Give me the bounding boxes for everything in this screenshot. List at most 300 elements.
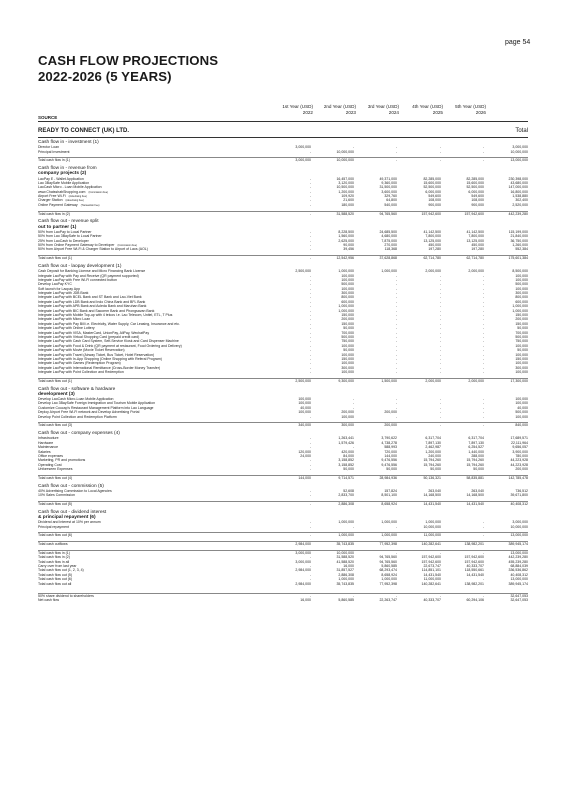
year-value-cell: - <box>482 343 484 348</box>
row-label: Integrate LaoPay with BIC Bank and Sacomm Bank and Phongsavan Bank <box>38 308 155 313</box>
row-label: Total cash flow out (5) <box>38 572 73 577</box>
year-value-cell: 50,000 <box>343 326 354 331</box>
row-label: Charger Station (Advertising Fee) <box>38 198 84 203</box>
year-value-cell: 9,476,556 <box>381 462 397 467</box>
row-label: LaoCash Micro - Loan Mobile Application <box>38 185 102 190</box>
row-label: Integrate LaoPay with LDB Bank and Indo China Bank and BFL Bank <box>38 299 146 304</box>
year-header-label: 1st Year (USD) <box>282 104 313 109</box>
year-value-cell: 6,317,704 <box>468 436 484 441</box>
year-value-cell: 200,000 <box>384 423 397 428</box>
row-label: Integrate LaoPay with Virtual Shopping Card (prepaid credit card) <box>38 334 140 339</box>
row-total-cell: 100,000 <box>515 286 528 291</box>
year-value-cell: - <box>439 330 441 335</box>
year-value-cell: - <box>482 321 484 326</box>
year-value-cell: 300,000 <box>341 423 354 428</box>
row-total-cell: 13,000,000 <box>510 550 528 555</box>
row-label: Cash flow out - commission (5) <box>38 483 104 489</box>
year-value-cell: - <box>309 488 311 493</box>
year-value-cell: - <box>309 502 311 506</box>
row-label: Cash flow in - investment (1) <box>38 140 99 145</box>
year-value-cell: - <box>309 277 311 282</box>
row-label: Dividend and Interest at 10% per annum <box>38 520 101 525</box>
year-value-cell: - <box>309 533 311 538</box>
year-value-cell: - <box>352 524 354 529</box>
year-value-cell: - <box>482 520 484 525</box>
year-value-cell: 50,000 <box>343 467 354 472</box>
year-value-cell: 549,600 <box>428 194 441 199</box>
year-value-cell: 14,168,500 <box>423 493 441 498</box>
row-total-cell: 3,000,000 <box>512 145 528 150</box>
year-value-cell: 2,500,000 <box>295 378 311 383</box>
year-value-cell: 14,431,540 <box>466 572 484 577</box>
row-label: Integrate LaoPay with BCEL Bank and ST Bank and Lao-Viet Bank <box>38 295 142 300</box>
year-value-cell: - <box>439 550 441 555</box>
row-total-cell: 43,680,000 <box>510 180 528 185</box>
row-total-cell: 44,223,928 <box>510 462 528 467</box>
year-value-cell: - <box>482 401 484 406</box>
year-value-cell: - <box>439 361 441 366</box>
row-label: Total cash flow out (6) <box>38 577 73 582</box>
year-value-cell: - <box>309 242 311 247</box>
row-total-cell: 17,300,000 <box>510 378 528 383</box>
row-label: Unforeseen Expenses <box>38 467 73 472</box>
row-total-cell: 50,000 <box>517 348 528 353</box>
row-total-cell: 150,000 <box>515 321 528 326</box>
year-value-cell: 150,000 <box>341 313 354 318</box>
year-value-cell: - <box>395 352 397 357</box>
year-value-cell: - <box>439 410 441 415</box>
row-total-cell: 100,000 <box>515 397 528 402</box>
row-note: (Advertising Fee) <box>65 199 84 203</box>
year-value-cell: - <box>352 445 354 450</box>
year-value-cell: - <box>482 348 484 353</box>
year-value-cell: - <box>439 321 441 326</box>
cashflow-table <box>38 140 528 603</box>
year-value-cell: 50,000 <box>343 348 354 353</box>
row-label: Total cash flow out (3) <box>38 423 73 428</box>
year-value-cell: - <box>482 304 484 309</box>
row-label: & principal repayment (6) <box>38 514 96 520</box>
year-value-cell: 6,254,527 <box>468 445 484 450</box>
row-total-cell: 200,000 <box>515 317 528 322</box>
year-value-cell: 2,984,000 <box>295 568 311 573</box>
year-value-cell: 41,142,500 <box>466 229 484 234</box>
year-header-label: 3rd Year (USD) <box>367 104 399 109</box>
year-value-cell: - <box>395 550 397 555</box>
year-value-cell: - <box>482 330 484 335</box>
year-value-cell: 450,000 <box>471 242 484 247</box>
company-name: READY TO CONNECT (UK) LTD. <box>38 128 129 134</box>
year-value-cell: 3,000,000 <box>295 559 311 564</box>
year-value-cell: - <box>439 423 441 428</box>
year-value-cell: - <box>395 343 397 348</box>
year-value-cell: 420,000 <box>341 449 354 454</box>
year-value-cell: 100,000 <box>341 370 354 375</box>
year-header <box>436 104 486 116</box>
year-value-cell: - <box>482 524 484 529</box>
year-value-cell: 1,000,000 <box>381 533 397 538</box>
year-value-cell: 12,542,956 <box>336 256 354 261</box>
row-total-cell: 840,000 <box>515 423 528 428</box>
row-label: Airport Free Wi-Fi (Advertising Fee) <box>38 194 87 199</box>
year-value-cell: 100,000 <box>298 401 311 406</box>
title-line-1: CASH FLOW PROJECTIONS <box>38 53 219 68</box>
row-label: Integrate LaoPay with International Remittance (Cross-Border Money Transfer) <box>38 365 161 370</box>
year-value-cell: - <box>439 401 441 406</box>
year-header-year: 2022 <box>302 110 313 115</box>
year-value-cell: 10,500,000 <box>336 185 354 190</box>
year-value-cell: 50,000 <box>430 467 441 472</box>
year-value-cell: 77,952,398 <box>379 542 397 547</box>
year-value-cell: 118,550,661 <box>464 568 484 573</box>
row-label: Integrate LaoPay with Free Wi-Fi connected button <box>38 277 117 282</box>
year-value-cell: - <box>309 198 311 203</box>
year-value-cell: 1,000,000 <box>338 520 354 525</box>
row-label: 10% Sales Commission <box>38 493 75 498</box>
year-value-cell: - <box>309 458 311 463</box>
year-value-cell: - <box>395 361 397 366</box>
year-value-cell: 62,714,780 <box>466 256 484 261</box>
year-header <box>349 104 399 116</box>
year-value-cell: 300,000 <box>341 365 354 370</box>
row-label: Hardware <box>38 440 54 445</box>
row-total-cell: 9,656,057 <box>512 445 528 450</box>
year-value-cell: - <box>439 273 441 278</box>
year-value-cell: - <box>395 282 397 287</box>
row-label: Lao 3BaySafe Mobile Application <box>38 180 90 185</box>
year-value-cell: 52,500,000 <box>466 185 484 190</box>
year-value-cell: - <box>482 317 484 322</box>
year-value-cell: 200,000 <box>384 410 397 415</box>
year-value-cell: 8,228,500 <box>338 229 354 234</box>
row-total-cell: 36,750,000 <box>510 238 528 243</box>
year-value-cell: - <box>309 356 311 361</box>
row-total-cell: 300,000 <box>515 365 528 370</box>
row-label: company projects (2) <box>38 171 87 177</box>
year-value-cell: - <box>482 149 484 154</box>
year-value-cell: - <box>395 291 397 296</box>
year-value-cell: - <box>395 348 397 353</box>
row-label: Integrate LaoPay with APB Bank and Acleda Bank and Maruhan Bank <box>38 304 147 309</box>
row-label: Total cash flow out (6) <box>38 533 73 538</box>
year-value-cell: - <box>309 317 311 322</box>
year-value-cell: 14,431,540 <box>423 572 441 577</box>
year-value-cell: 90,000 <box>343 242 354 247</box>
row-label: Total cash flow out (1, 2, 3, 4) <box>38 568 84 573</box>
year-value-cell: - <box>439 343 441 348</box>
year-value-cell: 1,500,000 <box>381 378 397 383</box>
row-label: Integrate LaoPay with Travel (Airway Ticket, Bus Ticket, Hotel Reservation) <box>38 352 155 357</box>
year-value-cell: - <box>309 577 311 582</box>
year-value-cell: - <box>309 334 311 339</box>
year-value-cell: 100,000 <box>298 410 311 415</box>
year-value-cell: 3,120,000 <box>338 180 354 185</box>
year-value-cell: - <box>309 467 311 472</box>
row-label: Total cash flow in (2) <box>38 555 70 560</box>
row-label: Cash flow out - dividend interest <box>38 509 107 515</box>
row-label: Cash flow out - software & hardware <box>38 386 116 392</box>
year-value-cell: - <box>395 524 397 529</box>
row-total-cell: 142,785,478 <box>508 475 528 480</box>
row-total-cell: 736,512 <box>515 488 528 493</box>
year-value-cell: - <box>309 189 311 194</box>
year-value-cell: 13,125,000 <box>466 238 484 243</box>
row-total-cell: 500,000 <box>515 334 528 339</box>
row-note: (Transaction Fee) <box>80 203 100 207</box>
row-total-cell: 552,384 <box>515 247 528 252</box>
year-value-cell: - <box>439 317 441 322</box>
year-value-cell: 15,600,000 <box>423 180 441 185</box>
year-value-cell: - <box>309 194 311 199</box>
row-total-cell: 40,000 <box>517 405 528 410</box>
year-value-cell: - <box>439 326 441 331</box>
year-value-cell: - <box>482 356 484 361</box>
year-value-cell: 84,000 <box>343 453 354 458</box>
year-value-cell: 3,000,000 <box>295 158 311 163</box>
year-value-cell: - <box>439 158 441 163</box>
year-value-cell: - <box>309 202 311 207</box>
year-value-cell: 3,000,000 <box>295 550 311 555</box>
row-label: 50% from Lao 3BaySafe to Local Partner <box>38 234 102 239</box>
row-total-cell: 32,647,053 <box>510 593 528 598</box>
year-value-cell: - <box>309 343 311 348</box>
row-label: Integrate LaoPay with Movie (Movie Ticket Reservation) <box>38 348 125 353</box>
year-value-cell: 3,000,000 <box>295 145 311 150</box>
year-value-cell: 138,982,201 <box>464 542 484 547</box>
row-total-cell: 16,800,000 <box>510 189 528 194</box>
year-value-cell: 16,457,000 <box>336 176 354 181</box>
row-label: Integrate LaoPay with VISA, MasterCard, UnionPay, AliPay, WechatPay <box>38 330 150 335</box>
year-value-cell: - <box>482 299 484 304</box>
row-total-cell: 100,000 <box>515 352 528 357</box>
year-value-cell: - <box>395 334 397 339</box>
row-label: Cash Deposit for Banking License and Micro Financing Bank License <box>38 269 146 274</box>
row-label: Total cash flow out all <box>38 581 72 586</box>
row-total-cell: 175,601,384 <box>508 256 528 261</box>
year-value-cell: 180,000 <box>341 202 354 207</box>
year-value-cell: 41,142,500 <box>423 229 441 234</box>
year-header-year: 2025 <box>432 110 443 115</box>
year-value-cell: - <box>309 180 311 185</box>
row-label: Total cash flow in (1) <box>38 158 70 163</box>
year-value-cell: - <box>395 145 397 150</box>
year-value-cell: 14,431,540 <box>423 502 441 506</box>
year-value-cell: 1,560,000 <box>338 234 354 239</box>
year-value-cell: 4,680,000 <box>381 234 397 239</box>
year-value-cell: 13,125,000 <box>423 238 441 243</box>
year-value-cell: - <box>395 313 397 318</box>
row-total-cell: 455,239,280 <box>508 559 528 564</box>
year-value-cell: - <box>309 445 311 450</box>
year-value-cell: 15,794,260 <box>423 458 441 463</box>
year-value-cell: - <box>395 593 397 598</box>
year-value-cell: - <box>439 593 441 598</box>
year-header-year: 2024 <box>388 110 399 115</box>
row-label: Online Payment Gateway (Transaction Fee) <box>38 202 100 207</box>
year-value-cell: - <box>439 282 441 287</box>
year-value-cell: 2,462,987 <box>425 445 441 450</box>
year-value-cell: 100,000 <box>298 397 311 402</box>
row-label: Integrate LaoPay with JDB Bank <box>38 291 89 296</box>
year-value-cell: 800,000 <box>341 295 354 300</box>
year-value-cell: - <box>309 414 311 419</box>
row-label: 25% from LaoCash to Developer <box>38 238 89 243</box>
year-value-cell: - <box>309 304 311 309</box>
year-value-cell: 50,136,321 <box>423 475 441 480</box>
year-value-cell: 549,600 <box>471 194 484 199</box>
row-label: 50% from LaoPay to Local Partner <box>38 229 92 234</box>
year-value-cell: - <box>309 462 311 467</box>
total-column-header: Total <box>515 128 528 134</box>
row-label: 50% share dividend to shareholders <box>38 593 94 598</box>
row-label: Integrate LaoPay with In-App Shopping (Online Shopping with Referal Program) <box>38 356 162 361</box>
year-value-cell: - <box>309 436 311 441</box>
row-total-cell: 2,520,000 <box>512 202 528 207</box>
year-value-cell: 6,000,000 <box>468 189 484 194</box>
year-value-cell: - <box>395 339 397 344</box>
year-value-cell: 157,824 <box>384 488 397 493</box>
year-value-cell: 82,285,000 <box>466 176 484 181</box>
year-value-cell: - <box>482 352 484 357</box>
year-value-cell: - <box>439 149 441 154</box>
row-total-cell: 3,900,000 <box>512 449 528 454</box>
year-value-cell: 16,000 <box>343 564 354 569</box>
row-total-cell: 21,840,000 <box>510 234 528 239</box>
year-value-cell: 588,993 <box>384 445 397 450</box>
year-value-cell: 100,000 <box>341 352 354 357</box>
year-value-cell: - <box>309 299 311 304</box>
year-value-cell: - <box>309 352 311 357</box>
row-label: Office expenses <box>38 453 64 458</box>
year-value-cell: - <box>395 273 397 278</box>
row-label: Infrastructure <box>38 436 59 441</box>
year-value-cell: - <box>309 229 311 234</box>
year-value-cell: 150,000 <box>341 321 354 326</box>
year-value-cell: - <box>309 330 311 335</box>
year-value-cell: - <box>309 291 311 296</box>
year-value-cell: 64,800 <box>386 198 397 203</box>
row-total-cell: 39,671,800 <box>510 493 528 498</box>
year-value-cell: - <box>309 234 311 239</box>
row-label: Total cash outflows <box>38 542 68 547</box>
year-value-cell: 340,000 <box>298 423 311 428</box>
year-value-cell: 2,886,308 <box>338 502 354 506</box>
year-value-cell: 9,714,571 <box>338 475 354 480</box>
year-value-cell: 100,000 <box>341 343 354 348</box>
row-total-cell: 17,689,571 <box>510 436 528 441</box>
row-label: Principal Investment <box>38 149 70 154</box>
year-value-cell: 1,200,000 <box>425 449 441 454</box>
year-value-cell: 100,000 <box>341 361 354 366</box>
row-label: out to partner (1) <box>38 224 77 230</box>
year-value-cell: 144,000 <box>298 475 311 480</box>
row-label: Cash flow in - revenue from <box>38 166 97 172</box>
row-total-cell: 22,111,964 <box>511 440 528 445</box>
year-value-cell: - <box>309 365 311 370</box>
year-value-cell: - <box>439 352 441 357</box>
row-total-cell: 100,000 <box>515 277 528 282</box>
row-total-cell: 1,538,880 <box>512 194 528 199</box>
year-value-cell: 1,200,000 <box>338 189 354 194</box>
year-value-cell: - <box>395 356 397 361</box>
year-value-cell: - <box>309 286 311 291</box>
year-value-cell: - <box>352 397 354 402</box>
row-total-cell: 100,000 <box>515 401 528 406</box>
year-value-cell: 35,743,835 <box>336 542 354 547</box>
year-value-cell: 263,040 <box>471 488 484 493</box>
row-label: Integrate LaoPay with Point Collection and Redemption <box>38 370 124 375</box>
row-total-cell: 150,000 <box>515 356 528 361</box>
row-label: Principal repayment <box>38 524 69 529</box>
year-value-cell: - <box>439 348 441 353</box>
row-label: Develop LaoCash Micro-Loan Mobile Application <box>38 397 114 402</box>
year-value-cell: - <box>309 149 311 154</box>
year-value-cell: - <box>439 299 441 304</box>
year-value-cell: 3,600,000 <box>381 189 397 194</box>
year-value-cell: - <box>395 149 397 154</box>
row-label: Net cash flow <box>38 598 60 603</box>
year-value-cell: 94,765,560 <box>379 555 397 560</box>
year-value-cell: - <box>395 286 397 291</box>
year-value-cell: - <box>352 593 354 598</box>
year-value-cell: 100,000 <box>341 273 354 278</box>
year-value-cell: 1,000,000 <box>425 520 441 525</box>
year-value-cell: - <box>309 185 311 190</box>
row-label: Integrate LaoPay with Food & Drink (QR payment at restaurant, Food Ordering and Delivery) <box>38 343 182 348</box>
row-total-cell: 600,000 <box>515 299 528 304</box>
year-value-cell: 157,942,600 <box>421 211 441 216</box>
year-value-cell: - <box>482 365 484 370</box>
year-value-cell: - <box>439 277 441 282</box>
year-value-cell: - <box>309 211 311 216</box>
year-value-cell: - <box>439 334 441 339</box>
year-value-cell: 94,765,560 <box>379 211 397 216</box>
row-label: Salaries <box>38 449 51 454</box>
year-value-cell: 94,765,560 <box>379 559 397 564</box>
year-value-cell: 1,000,000 <box>338 269 354 274</box>
year-value-cell: - <box>439 370 441 375</box>
year-value-cell: 4,738,278 <box>381 440 397 445</box>
year-value-cell: 157,942,600 <box>464 555 484 560</box>
year-value-cell: - <box>395 370 397 375</box>
year-value-cell: 11,000,000 <box>423 577 441 582</box>
year-value-cell: 41,588,520 <box>336 559 354 564</box>
year-value-cell: 2,000,000 <box>425 269 441 274</box>
row-total-cell: 700,000 <box>515 330 528 335</box>
year-value-cell: 200,000 <box>341 317 354 322</box>
row-label: Marketing, PR and promotions <box>38 458 86 463</box>
year-value-cell: 2,886,308 <box>338 572 354 577</box>
row-total-cell: 13,000,000 <box>510 533 528 538</box>
year-value-cell: - <box>439 313 441 318</box>
year-value-cell: - <box>309 295 311 300</box>
year-value-cell: 197,280 <box>428 247 441 252</box>
year-value-cell: 108,000 <box>471 198 484 203</box>
row-total-cell: 500,000 <box>515 410 528 415</box>
row-label: Director Loan <box>38 145 60 150</box>
year-value-cell: 7,897,130 <box>425 440 441 445</box>
year-value-cell: 720,000 <box>384 449 397 454</box>
row-label: Total cash flow out (5) <box>38 502 73 506</box>
year-value-cell: 1,000,000 <box>338 308 354 313</box>
year-value-cell: 700,000 <box>341 330 354 335</box>
year-value-cell: - <box>395 321 397 326</box>
year-value-cell: 14,431,540 <box>466 502 484 506</box>
year-value-cell: - <box>309 564 311 569</box>
year-value-cell: - <box>309 348 311 353</box>
year-value-cell: - <box>309 313 311 318</box>
year-value-cell: 300,000 <box>341 291 354 296</box>
